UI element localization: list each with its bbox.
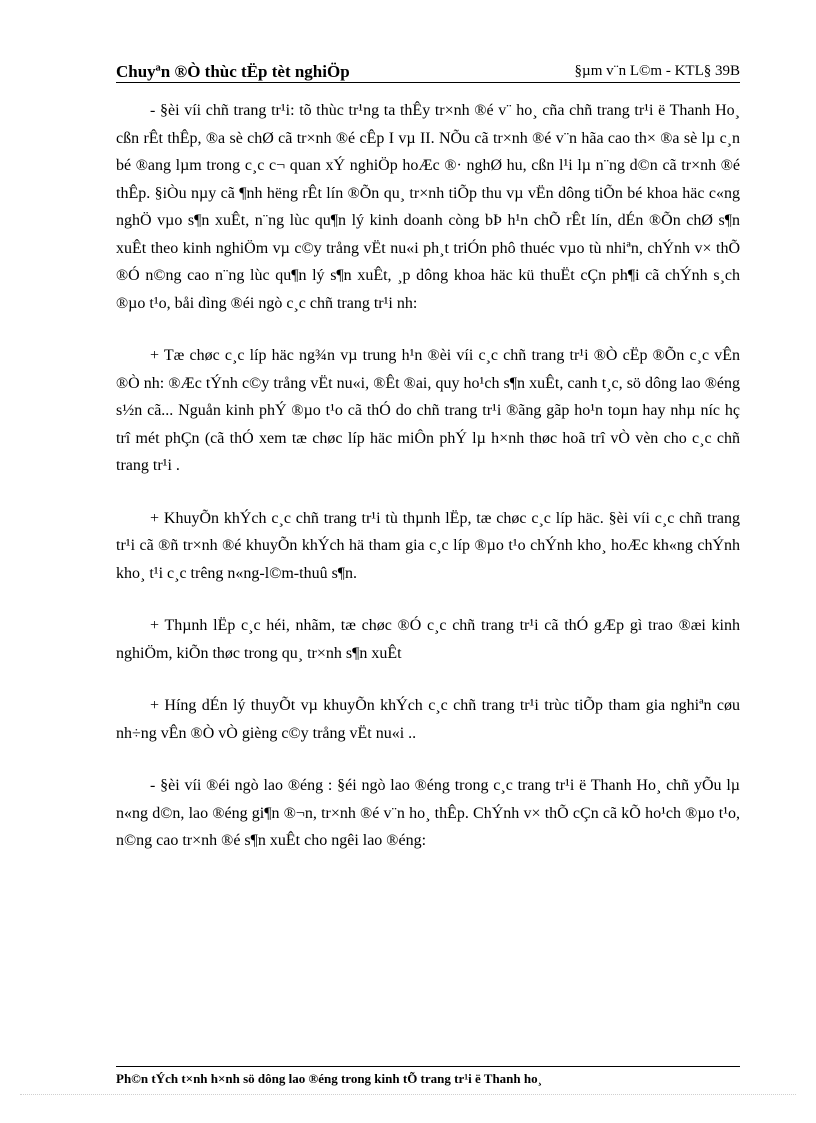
document-title: Chuyªn ®Ò thùc tËp tèt nghiÖp [116, 62, 350, 81]
paragraph-encourage-classes: + KhuyÕn khÝch c¸c chñ trang tr¹i tù thµnh lËp, tæ chøc c¸c líp häc. §èi víi c¸c chñ trang tr¹i cã ®ñ tr×nh ®é khuyÕn khÝch hä tham gia c¸c líp ®µo t¹o chÝnh kho¸ hoÆc kh«ng chÝnh kho¸ t¹i c¸c trêng n«ng-l©m-thuû s¶n. [116, 509, 740, 582]
paragraph-associations: + Thµnh lËp c¸c héi, nhãm, tæ chøc ®Ó c¸c chñ trang tr¹i cã thÓ gÆp gì trao ®æi kinh nghiÖm, kiÕn thøc trong qu¸ tr×nh s¶n xuÊt [116, 617, 740, 662]
author-label: §µm v¨n L©m - KTL§ 39B [574, 63, 740, 79]
paragraph-farm-owners: - §èi víi chñ trang tr¹i: tõ thùc tr¹ng ta thÊy tr×nh ®é v¨ ho¸ cña chñ trang tr¹i ë Thanh Ho¸ cßn rÊt thÊp, ®a sè chØ cã tr×nh ®é cÊp I vµ II. NÕu cã tr×nh ®é v¨n hãa cao th× ®a sè lµ c¸n bé ®ang lµm trong c¸c c¬ quan xÝ nghiÖp hoÆc ®· nghØ hu, cßn l¹i lµ n¨ng d©n cã tr×nh ®é thÊp. §iÒu nµy cã ¶nh hëng rÊt lín ®Õn qu¸ tr×nh tiÕp thu vµ vËn dông tiÕn bé khoa häc c«ng nghÖ vµo s¶n xuÊt, n¨ng lùc qu¶n lý kinh doanh còng bÞ h¹n chÕ rÊt lín, dÉn ®Õn chØ s¶n xuÊt theo kinh nghiÖm vµ c©y trång vËt nu«i ph¸t triÓn phô thuéc vµo tù nhiªn, chÝnh v× thÕ ®Ó n©ng cao n¨ng lùc qu¶n lý s¶n xuÊt, ¸p dông khoa häc kü thuËt cÇn ph¶i cã chÝnh s¸ch ®µo t¹o, båi dìng ®éi ngò c¸c chñ trang tr¹i nh: [116, 102, 740, 312]
document-body [116, 97, 740, 880]
paragraph-short-courses: + Tæ chøc c¸c líp häc ng¾n vµ trung h¹n ®èi víi c¸c chñ trang tr¹i ®Ò cËp ®Õn c¸c vÊn ®Ò nh: ®Æc tÝnh c©y trång vËt nu«i, ®Êt ®ai, quy ho¹ch s¶n xuÊt, canh t¸c, sö dông lao ®éng s½n cã... Nguån kinh phÝ ®µo t¹o cã thÓ do chñ trang tr¹i ®ãng gãp ho¹n toµn hay nhµ níc hç trî mét phÇn (cã thÓ xem tæ chøc líp häc miÔn phÝ lµ h×nh thøc hoã trî vÒ vèn cho c¸c chñ trang tr¹i . [116, 347, 740, 474]
footer-text: Ph©n tÝch t×nh h×nh sö dông lao ®éng trong kinh tÕ trang tr¹i ë Thanh ho¸ [116, 1071, 542, 1086]
page-footer [116, 1066, 740, 1087]
paragraph-research-guidance: + Híng dÉn lý thuyÕt vµ khuyÕn khÝch c¸c chñ trang tr¹i trùc tiÕp tham gia nghiªn cøu nh÷ng vÊn ®Ò vÒ gièng c©y trång vËt nu«i .. [116, 697, 740, 742]
page-header [116, 60, 740, 83]
paragraph-labor-force: - §èi víi ®éi ngò lao ®éng : §éi ngò lao ®éng trong c¸c trang tr¹i ë Thanh Ho¸ chñ yÕu lµ n«ng d©n, lao ®éng gi¶n ®¬n, tr×nh ®é v¨n ho¸ thÊp. ChÝnh v× thÕ cÇn cã kÕ ho¹ch ®µo t¹o, n©ng cao tr×nh ®é s¶n xuÊt cho ngêi lao ®éng: [116, 777, 740, 849]
page-edge-divider [20, 1094, 796, 1095]
